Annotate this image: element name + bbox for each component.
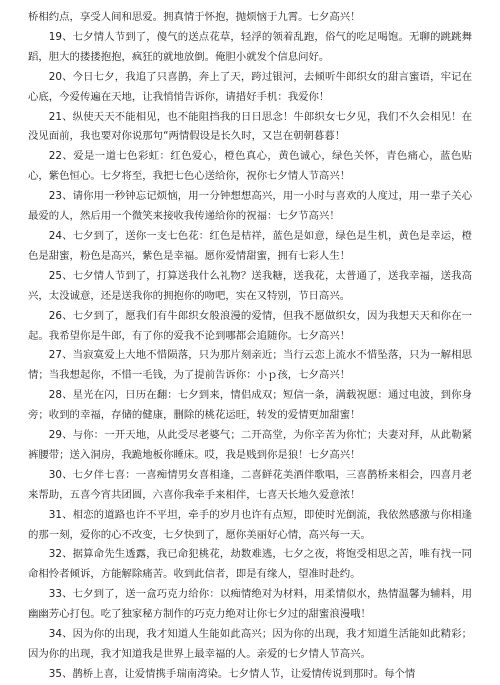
paragraph-35: 35、鹊桥上喜，让爱情携手瑞南湾染。七夕情人节，让爱情传说到那时。每个情	[48, 667, 416, 680]
paragraph-32: 32、据算命先生透露，我已命犯桃花，劫数难逃，七夕之夜，将饱受相思之苦，唯有找一同命相怜者倾诉，方能解除痛苦。收到此信者，即是有缘人，望准时赴约。	[28, 548, 472, 581]
paragraph-33: 33、七夕到了，送一盒巧克力给你：以痴情绝对为材料，用柔情似水，热情温馨为辅料，用幽幽芳心打包。吃了独家秘方制作的巧克力绝对让你七夕过的甜蜜浪漫哦！	[28, 588, 472, 621]
paragraph-25: 25、七夕情人节到了，打算送我什么礼物？送我糖，送我花，太普通了，送我幸福，送我高兴，太没诚意，还是送我你的拥抱你的吻吧，实在又特别，节日高兴。	[28, 269, 472, 302]
paragraph-28: 28、星光在闪，日历在翻：七夕到来，情侣成双；短信一条，满载祝愿：通过电波，到你身旁；收到的幸福，存储的健康，删除的桃花运旺，转发的爱情更加甜蜜！	[28, 389, 472, 422]
paragraph-34: 34、因为你的出现，我才知道人生能如此高兴；因为你的出现，我才知道生活能如此精彩；因为你的出现，我才知道我是世界上最幸福的人。亲爱的七夕情人节高兴。	[28, 628, 472, 660]
paragraph-24: 24、七夕到了，送你一支七色花：红色是桔祥，蓝色是如意，绿色是生机，黄色是幸运，橙色是甜蜜，粉色是高兴，紫色是幸福。愿你爱情甜蜜，拥有七彩人生！	[28, 229, 472, 262]
paragraph-22: 22、爱是一道七色彩虹：红色爱心，橙色真心，黄色诚心，绿色关怀，青色痛心，蓝色贴心，紫色恒心。七夕将至，我把七色心送给你，祝你七夕情人节高兴！	[28, 150, 472, 183]
paragraph-0: 桥相约点，享受人间和思爱。拥真情于怀抱，抛烦恼于九霄。七夕高兴！	[28, 11, 361, 23]
paragraph-27: 27、当寂寞爱上大地不惜陨落，只为那片刻亲近；当行云恋上流水不惜坠落，只为一解相思情；当我想起你，不惜一毛钱，为了提前告诉你：小ｐ孩，七夕高兴！	[28, 349, 472, 382]
paragraph-19: 19、七夕情人节到了，傻气的送点花草，轻浮的领着乱跑，俗气的吃足喝饱。无聊的跳跳舞蹈，胆大的搂搂抱抱，疯狂的就地放倒。俺胆小就发个信息问好。	[28, 30, 472, 63]
paragraph-31: 31、相恋的道路也许不平坦，牵手的岁月也许有点短，即使时光倒流，我依然感激与你相逢的那一刻，爱你的心不改变，七夕快到了，愿你美丽好心情，高兴每一天。	[28, 508, 472, 541]
paragraph-30: 30、七夕伴七喜：一喜痴情男女喜相逢，二喜鲜花美酒伴歌唱，三喜鹊桥来相会，四喜月老来帮助，五喜今宵共团圆，六喜你我牵手来相伴，七喜天长地久爱意浓！	[28, 468, 472, 501]
paragraph-21: 21、纵使天天不能相见，也不能阻挡我的日日思念！牛郎织女七夕见，我们不久会相见！在没见面前，我也要对你说那句“两情假设是长久时，又岂在朝朝暮暮！	[28, 110, 472, 143]
paragraph-23: 23、请你用一秒钟忘记烦恼，用一分钟想想高兴，用一小时与喜欢的人度过，用一辈子关心最爱的人，然后用一个微笑来接收我传递给你的祝福：七夕节高兴！	[28, 190, 472, 223]
paragraph-29: 29、与你：一开天地，从此受尽老婆气；二开高堂，为你辛苦为你忙；夫妻对拜，从此勒紧裤腰带；送入洞房，我跪地板你睡床。哎，我是贱到你是狼！七夕高兴！	[28, 429, 472, 461]
paragraph-20: 20、今日七夕，我追了只喜鹊，奔上了天，跨过银河，去倾听牛郎织女的甜言蜜语，牢记在心底，今爱传遍在天地，让我悄悄告诉你，请措好手机：我爱你！	[28, 70, 472, 103]
paragraph-26: 26、七夕到了，愿我们有牛郎织女般浪漫的爱情，但我不愿做织女，因为我想天天和你在一起。我希望你是牛郎，有了你的爱我不论到哪都会追随你。七夕高兴！	[28, 309, 472, 342]
